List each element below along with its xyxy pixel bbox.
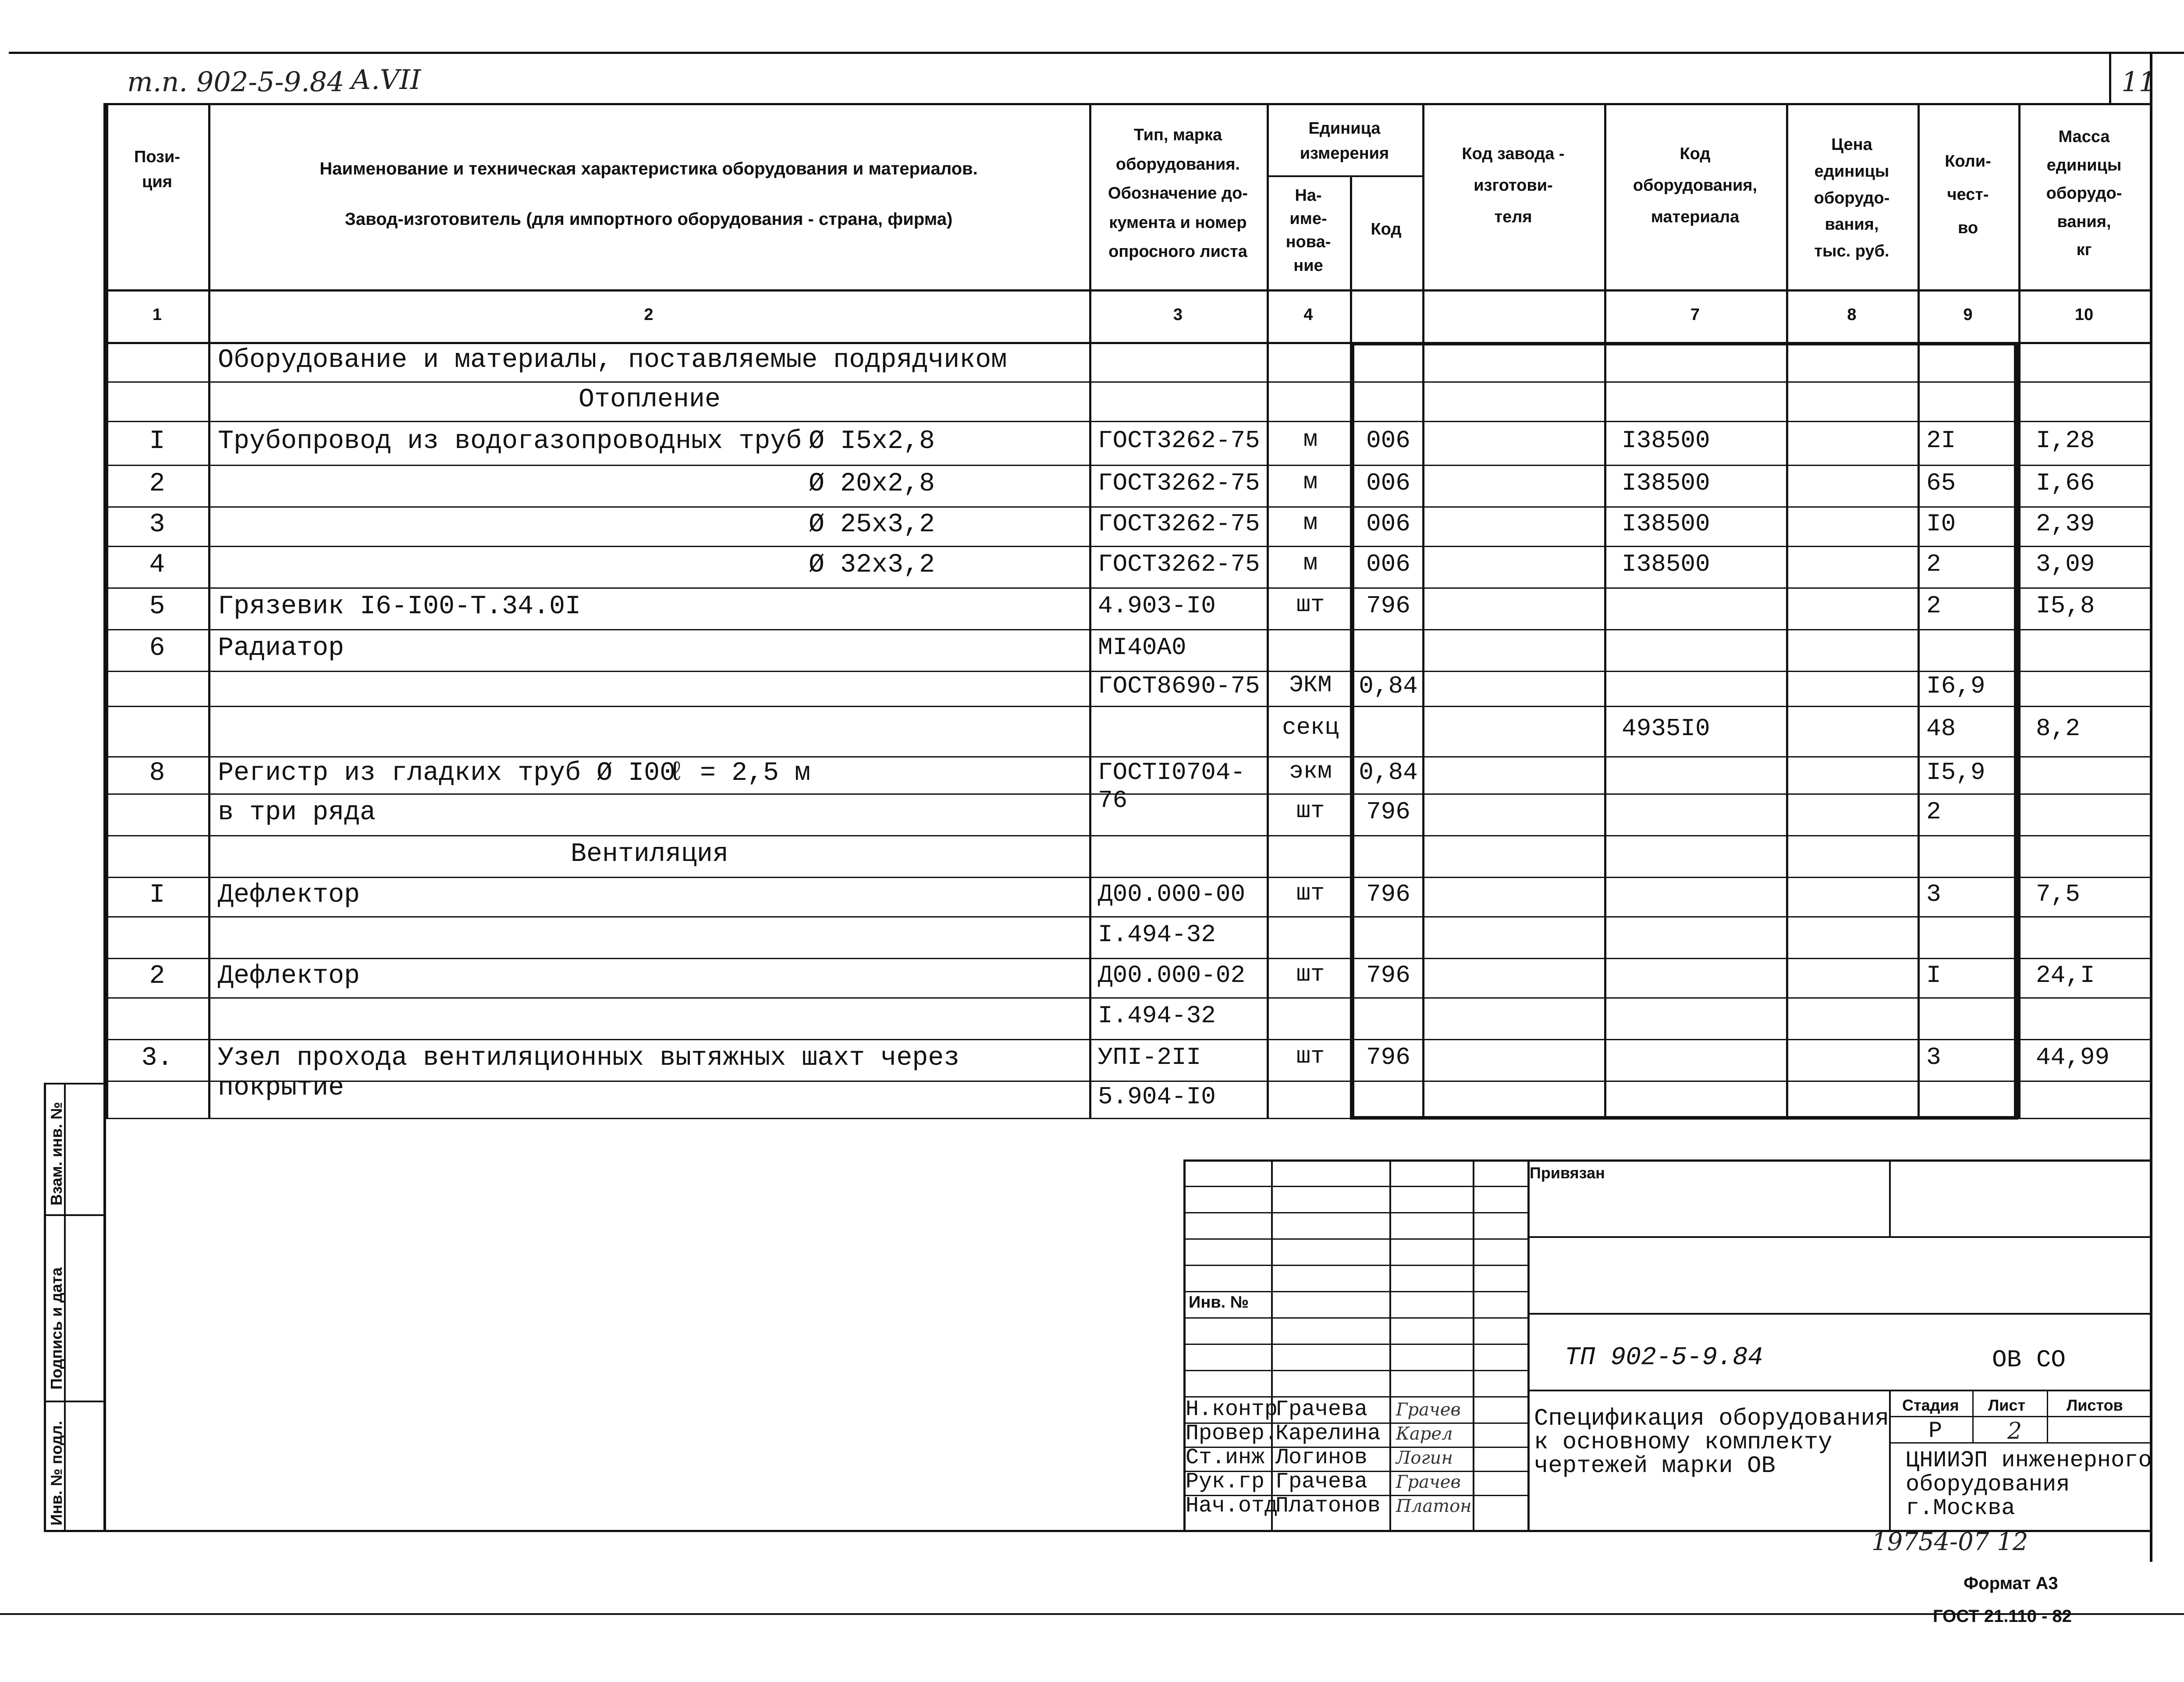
row-name: Вентиляция [570,839,729,869]
row-type: УПI-2II [1098,1043,1201,1071]
row-name: Грязевик I6-I00-Т.34.0I [218,592,581,622]
row-position: I [149,880,165,910]
row-name: Оборудование и материалы, поставляемые подрядчиком [218,345,1007,375]
row-unit: шт [1296,961,1325,988]
row-position: 5 [149,592,165,622]
sidebar-label: Взам. инв. № [47,1102,65,1205]
row-name: Дефлектор [218,961,360,991]
row-type: ГОСТI0704-76 [1098,758,1246,814]
row-quantity: 2 [1926,798,1941,826]
sidebar-label: Инв. № подл. [47,1421,65,1526]
row-mass: 2,39 [2036,509,2095,538]
row-quantity: I6,9 [1926,672,1985,700]
row-unit: секц [1282,715,1339,741]
row-name: Радиатор [218,633,344,663]
tb-bottom-left [1183,1530,1527,1532]
column-number: 4 [1303,306,1313,324]
sheet-number-label: 11 [2121,66,2156,98]
row-position: 4 [149,550,165,580]
row-mass: 24,I [2036,961,2095,989]
sheets-header: Листов [2067,1396,2123,1414]
row-unit: м [1303,550,1318,577]
row-mass: 3,09 [2036,550,2095,578]
row-line [106,1039,2150,1040]
header-top-line [106,103,2150,105]
header-quantity: Коли- чест- во [1945,152,1991,237]
row-name: Отопление [578,384,721,415]
handwritten-signature: Платон [1396,1496,1472,1516]
row-type: ГОСТ3262-75 [1098,550,1260,578]
row-line [106,465,2150,466]
row-material-code: I38500 [1622,550,1710,578]
tb-stage-row [1889,1416,2150,1417]
row-dimension: Ø I5x2,8 [809,426,935,456]
thick-box-left [1350,342,1354,1118]
signature-row [1183,1421,1534,1445]
row-quantity: 48 [1926,715,1956,743]
tb-row [1183,1291,1527,1292]
signature-role: Н.контр [1186,1397,1278,1422]
row-type: Д00.000-00 [1098,880,1246,908]
row-unit-code: 0,84 [1359,672,1418,700]
title-block [1183,1159,2152,1530]
col-line [2150,103,2152,1118]
mark-label: ОВ СО [1992,1346,2066,1374]
signature-row [1183,1445,1534,1469]
signature-name: Платонов [1275,1494,1381,1518]
row-quantity: 2 [1926,592,1941,620]
tb-row [1183,1344,1527,1345]
row-material-code: 4935I0 [1622,715,1710,743]
row-unit-code: 796 [1366,592,1410,620]
sidebar-label: Подпись и дата [47,1267,65,1390]
organization-name: ЦНИИЭП инженерного оборудования г.Москва [1906,1447,2152,1522]
row-mass: I,28 [2036,426,2095,455]
tb-stage-left [1889,1390,1891,1530]
tb-row [1183,1186,1527,1187]
row-unit-code: 006 [1366,426,1410,455]
row-position: 2 [149,961,165,991]
tb-bottom-right [1527,1530,2152,1532]
row-line [106,381,2150,383]
row-unit-code: 0,84 [1359,758,1418,786]
signature-row [1183,1397,1534,1421]
column-number: 3 [1173,306,1183,324]
row-unit-code: 796 [1366,798,1410,826]
inv-no-label: Инв. № [1189,1293,1249,1312]
signature-name: Карелина [1275,1421,1381,1446]
row-quantity: 2I [1926,426,1956,455]
stage-value: Р [1928,1418,1943,1444]
project-code-label: т.п. 902-5-9.84 [127,66,344,98]
handwritten-signature: Грачев [1396,1472,1461,1492]
sidebar-top [44,1083,105,1085]
row-unit-code: 796 [1366,880,1410,908]
signature-name: Грачева [1275,1397,1368,1422]
column-number: 10 [2074,306,2094,324]
header-plant-code: Код завода - изготови- теля [1462,145,1565,227]
row-line [106,506,2150,508]
row-type: 4.903-I0 [1098,592,1216,620]
row-unit: шт [1296,798,1325,825]
row-mass: I5,8 [2036,592,2095,620]
row-material-code: I38500 [1622,469,1710,497]
row-unit: ЭКМ [1289,672,1332,699]
sidebar-outer-left [44,1083,46,1532]
signature-row [1183,1469,1534,1494]
row-line [106,756,2150,757]
thick-box-bottom [1350,1116,2018,1120]
tb-privyazan-split [1889,1159,1891,1236]
header-unit-code: Код [1371,220,1402,238]
row-type: 5.904-I0 [1098,1083,1216,1111]
row-quantity: 65 [1926,469,1956,497]
header-name-line2: Завод-изготовитель (для импортного оборудования - страна, фирма) [344,210,953,229]
signature-role: Рук.гр [1186,1469,1265,1494]
thick-box-top [1350,342,2018,345]
row-unit: м [1303,509,1318,537]
stage-header: Стадия [1902,1396,1959,1414]
row-quantity: I [1926,961,1941,989]
row-line [106,835,2150,836]
row-quantity: I5,9 [1926,758,1985,786]
row-mass: 7,5 [2036,880,2080,908]
column-number: 2 [644,306,653,324]
row-position: 8 [149,758,165,788]
gost-label: ГОСТ 21.110 - 82 [1933,1607,2072,1626]
col-line [1918,103,1920,1118]
sheet-header: Лист [1988,1396,2026,1414]
row-position: 3 [149,509,165,540]
tb-row [1183,1370,1527,1371]
tb-stage-col-2 [2047,1390,2048,1442]
row-unit: шт [1296,880,1325,907]
doc-code-value: ТП 902-5-9.84 [1565,1344,1763,1372]
format-label: Формат А3 [1964,1574,2058,1593]
row-line [106,421,2150,422]
header-position: Пози- ция [134,148,180,191]
col-line [1422,103,1424,1118]
row-dimension: ℓ = 2,5 м [668,758,811,788]
row-dimension: Ø 32x3,2 [809,550,935,580]
row-mass: 8,2 [2036,715,2080,743]
row-mass: I,66 [2036,469,2095,497]
signature-role: Нач.отд [1186,1494,1278,1518]
col-line [1604,103,1606,1118]
row-quantity: 3 [1926,880,1941,908]
privyazan-label: Привязан [1530,1164,1605,1182]
row-type: ГОСТ3262-75 [1098,426,1260,455]
row-name: в три ряда [218,798,376,828]
row-position: 2 [149,469,165,499]
row-unit: экм [1289,758,1332,785]
col-line [208,103,210,1118]
row-unit-code: 796 [1366,1043,1410,1071]
column-number: 8 [1847,306,1857,324]
row-material-code: I38500 [1622,426,1710,455]
signature-row [1183,1494,1534,1518]
header-material-code: Код оборудования, материала [1633,145,1758,227]
row-unit: шт [1296,1043,1325,1070]
signature-name: Логинов [1275,1445,1368,1470]
tb-row [1183,1265,1527,1266]
signature-role: Провер. [1186,1421,1278,1446]
row-unit-code: 796 [1366,961,1410,989]
album-label: А.VII [351,64,421,96]
document-title: Спецификация оборудования к основному комплекту чертежей марки ОВ [1534,1405,1889,1479]
handwritten-signature: Грачев [1396,1400,1461,1420]
archive-number: 19754-07 12 [1871,1528,2028,1556]
sidebar-div-1 [44,1214,105,1216]
row-name: Дефлектор [218,880,360,910]
tb-right-row-1 [1527,1236,2152,1238]
tb-right-row-2 [1527,1313,2152,1315]
tb-right-row-3 [1527,1390,2152,1391]
row-type: Д00.000-02 [1098,961,1246,989]
row-quantity: 3 [1926,1043,1941,1071]
header-price: Цена единицы оборудо- вания, тыс. руб. [1814,135,1890,261]
row-dimension: Ø 25x3,2 [809,509,935,540]
signature-role: Ст.инж [1186,1445,1265,1470]
header-name-line1: Наименование и техническая характеристика оборудования и материалов. [320,159,978,178]
row-line [106,706,2150,707]
row-type: I.494-32 [1098,921,1216,949]
row-line [106,877,2150,878]
row-unit-code: 006 [1366,469,1410,497]
header-unit-name: На- име- нова- ние [1286,186,1331,275]
header-unit-group: Единица измерения [1300,119,1389,163]
tb-row [1183,1238,1527,1240]
row-line [106,587,2150,589]
header-bottom-line [106,289,2150,292]
column-number: 9 [1963,306,1973,324]
handwritten-signature: Карел [1396,1424,1453,1444]
sheet-value: 2 [2007,1418,2022,1444]
tb-stage-col-1 [1972,1390,1974,1442]
sidebar-div-2 [44,1401,105,1402]
tb-top [1183,1159,2152,1162]
row-mass: 44,99 [2036,1043,2110,1071]
row-unit-code: 006 [1366,550,1410,578]
row-line [106,546,2150,547]
row-position: I [149,426,165,456]
row-quantity: 2 [1926,550,1941,578]
row-line [106,958,2150,959]
header-type: Тип, марка оборудования. Обозначение до- кумента и номер опросного листа [1108,126,1248,261]
tb-row [1183,1317,1527,1319]
handwritten-signature: Логин [1396,1448,1453,1468]
row-name: Узел прохода вентиляционных вытяжных шахт через покрытие [218,1043,960,1103]
row-position: 3. [141,1043,173,1073]
unit-group-line [1267,175,1422,177]
row-line [106,629,2150,630]
column-number: 1 [152,306,162,324]
header-mass: Масса единицы оборудо- вания, кг [2046,128,2122,260]
row-unit: шт [1296,592,1325,619]
row-dimension: Ø 20x2,8 [809,469,935,499]
tb-row [1183,1212,1527,1213]
left-stamp-sidebar [44,1083,105,1532]
row-line [106,997,2150,999]
row-unit-code: 006 [1366,509,1410,538]
row-name: Регистр из гладких труб Ø I00 [218,758,676,788]
signature-name: Грачева [1275,1469,1368,1494]
doc-code-label [1565,1344,1763,1372]
row-line [106,916,2150,917]
row-type: МI40А0 [1098,633,1186,661]
row-type: ГОСТ3262-75 [1098,509,1260,538]
row-unit: м [1303,426,1318,453]
row-position: 6 [149,633,165,663]
row-type: ГОСТ8690-75 [1098,672,1260,700]
row-unit: м [1303,469,1318,496]
row-type: ГОСТ3262-75 [1098,469,1260,497]
row-type: I.494-32 [1098,1002,1216,1030]
column-number: 7 [1690,306,1700,324]
row-name: Трубопровод из водогазопроводных труб [218,426,802,456]
row-quantity: I0 [1926,509,1956,538]
row-material-code: I38500 [1622,509,1710,538]
